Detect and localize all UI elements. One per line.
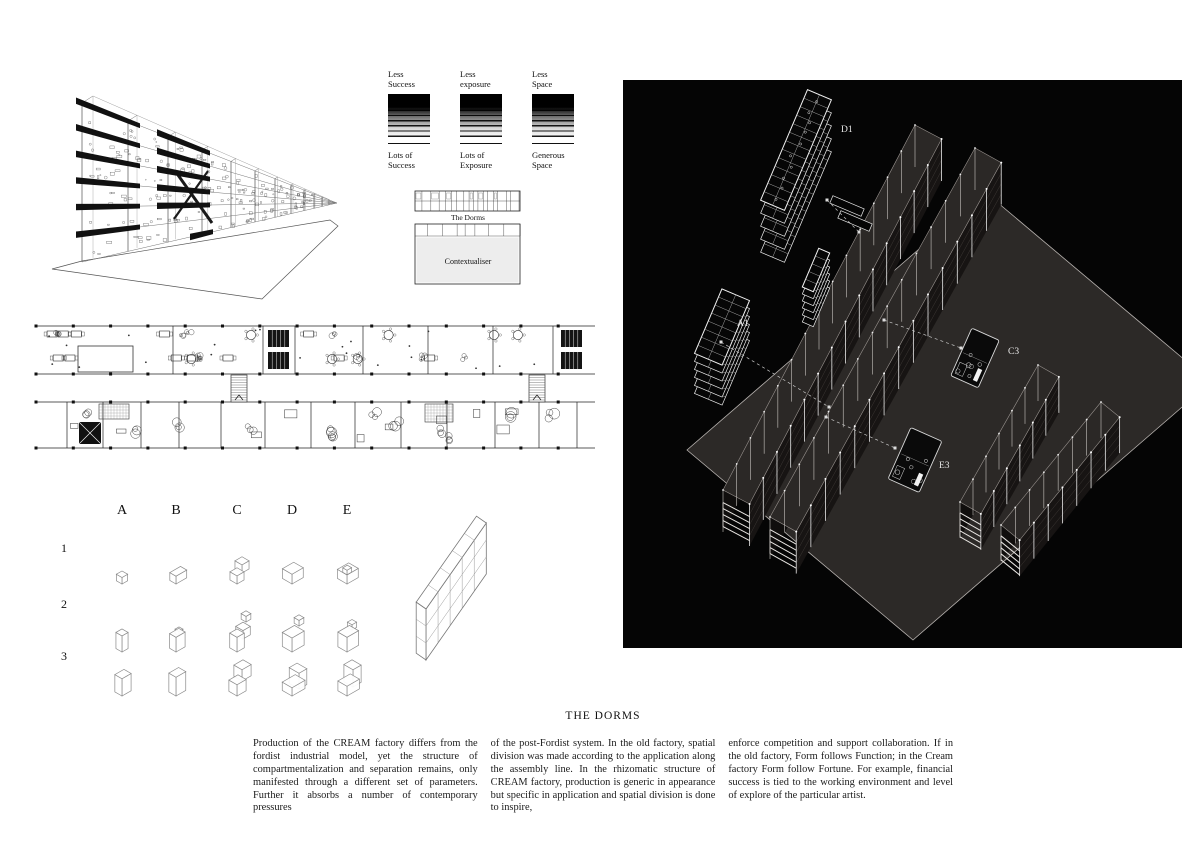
legend-bottom-line1: Lots of [388, 150, 413, 161]
legend-top-label [532, 70, 576, 90]
legend-bottom-label [460, 151, 504, 171]
legend-top-line2: Success [388, 78, 415, 89]
axon-geometry [52, 96, 338, 299]
text-column-1: Production of the CREAM factory differs from the fordist industrial model, yet the structure of compartmentalization and separation remains, only manifested through a different set of parameters. Further it absorbs a number of contemporary pressures [253, 738, 478, 814]
legend-bottom-line2: Success [388, 159, 415, 170]
gradient-underline [388, 143, 430, 144]
callout-label-e3: E3 [939, 461, 950, 471]
legend-top-line2: Space [532, 78, 553, 89]
matrix-column-e: E [342, 503, 352, 518]
dorms-diagram-geometry [415, 191, 520, 284]
legend-top-line1: Less [388, 69, 404, 79]
contextualiser-label: Contextualiser [444, 257, 492, 266]
callout-label-c3: C3 [1008, 347, 1020, 357]
legend-top-label [388, 70, 432, 90]
legend-bottom-label [388, 151, 432, 171]
legend-bottom-label [532, 151, 576, 171]
dark-site-panel [623, 80, 1182, 648]
iso-variation-matrix [50, 492, 390, 704]
text-column-2: of the post-Fordist system. In the old factory, spatial division was made according to the application along the assembly line. In the rhizomatic structure of CREAM factory, production is generic in appearance but specific in application and spatial division is done to inspire, [490, 738, 716, 814]
gradient-underline [532, 143, 574, 144]
legend-top-label [460, 70, 504, 90]
matrix-column-b: B [171, 503, 181, 518]
matrix-column-c: C [232, 503, 242, 518]
legend-bottom-line2: Exposure [460, 159, 493, 170]
legend-item-space [532, 70, 576, 171]
gradient-bar [460, 94, 502, 138]
text-column-3: enforce competition and support collaboration. If in the old factory, Form follows Function; in the Cream factory Form follow Fortune. For example, financial success is tied to the working environment and level of explore of the particular artist. [728, 738, 954, 801]
legend-item-success [388, 70, 432, 171]
gradient-legend [388, 70, 576, 171]
legend-bottom-line1: Lots of [460, 150, 485, 161]
legend-item-exposure [460, 70, 504, 171]
gradient-underline [460, 143, 502, 144]
matrix-row-2: 2 [61, 597, 67, 611]
iso-stacked-wall-drawing [386, 488, 551, 678]
legend-top-line1: Less [532, 69, 548, 79]
matrix-column-d: D [286, 503, 298, 518]
callout-label-a1: A1 [737, 319, 749, 329]
matrix-column-a: A [116, 503, 128, 518]
legend-bottom-line1: Generous [532, 150, 565, 161]
gradient-bar [388, 94, 430, 138]
floor-plan-strips [33, 322, 603, 454]
matrix-row-3: 3 [61, 649, 67, 663]
callout-label-d1: D1 [841, 125, 853, 135]
page-title: THE DORMS [565, 710, 641, 722]
legend-bottom-line2: Space [532, 159, 553, 170]
floor-plan-geometry [35, 325, 596, 450]
body-text-columns [253, 738, 953, 815]
matrix-geometry [115, 557, 361, 696]
dorms-contextualiser-diagram [414, 190, 524, 288]
legend-top-line1: Less [460, 69, 476, 79]
wall-geometry [416, 516, 486, 660]
axonometric-factory-drawing [40, 75, 340, 300]
dorms-strip-label: The Dorms [451, 213, 485, 222]
legend-top-line2: exposure [460, 78, 491, 89]
gradient-bar [532, 94, 574, 138]
matrix-row-1: 1 [61, 541, 67, 555]
